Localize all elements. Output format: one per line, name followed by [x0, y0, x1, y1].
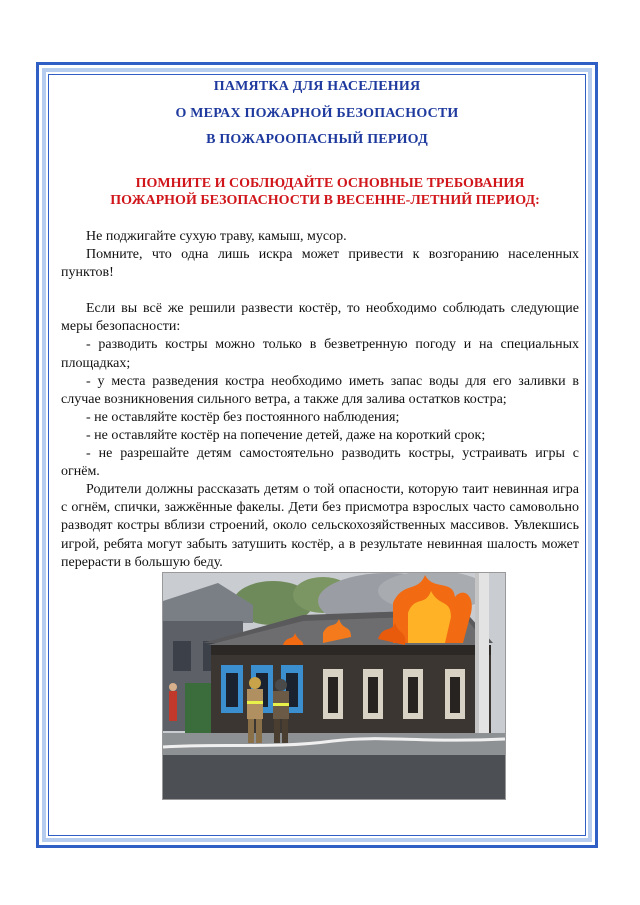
paragraph: Не поджигайте сухую траву, камыш, мусор. — [86, 229, 347, 244]
title-line-2: О МЕРАХ ПОЖАРНОЙ БЕЗОПАСНОСТИ — [175, 106, 459, 121]
list-item: - не оставляйте костёр на попечение детей, даже на короткий срок; — [86, 427, 486, 443]
memo-body — [61, 228, 579, 572]
warning-line-2: ПОЖАРНОЙ БЕЗОПАСНОСТИ В ВЕСЕННЕ-ЛЕТНИЙ ПЕРИОД: — [110, 193, 540, 208]
title-line-3: В ПОЖАРООПАСНЫЙ ПЕРИОД — [206, 132, 428, 147]
list-item: - у места разведения костра необходимо иметь запас воды для его заливки в случае возникновения сильного ветра, а также для залива остатков костра; — [61, 373, 579, 407]
paragraph: Родители должны рассказать детям о той опасности, которую таит невинная игра с огнём, спички, зажжённые факелы. Дети без присмотра взрослых часто самовольно разводят костры вблизи строений, около сельскохозяйственных массивов. Увлекшись игрой, ребята могут забыть затушить костёр, а в результате невинная шалость может перерасти в большую беду. — [61, 482, 579, 570]
warning-line-1: ПОМНИТЕ И СОБЛЮДАЙТЕ ОСНОВНЫЕ ТРЕБОВАНИЯ — [135, 176, 525, 191]
title-line-1: ПАМЯТКА ДЛЯ НАСЕЛЕНИЯ — [213, 79, 421, 94]
list-item: - разводить костры можно только в безветренную погоду и на специальных площадках; — [61, 337, 579, 371]
house-fire-photo — [162, 572, 506, 800]
list-item: - не разрешайте детям самостоятельно разводить костры, устраивать игры с огнём. — [61, 446, 579, 480]
list-item: - не оставляйте костёр без постоянного наблюдения; — [86, 409, 400, 425]
paragraph: Помните, что одна лишь искра может привести к возгоранию населенных пунктов! — [61, 247, 579, 281]
paragraph: Если вы всё же решили развести костёр, то необходимо соблюдать следующие меры безопасности: — [61, 301, 579, 335]
